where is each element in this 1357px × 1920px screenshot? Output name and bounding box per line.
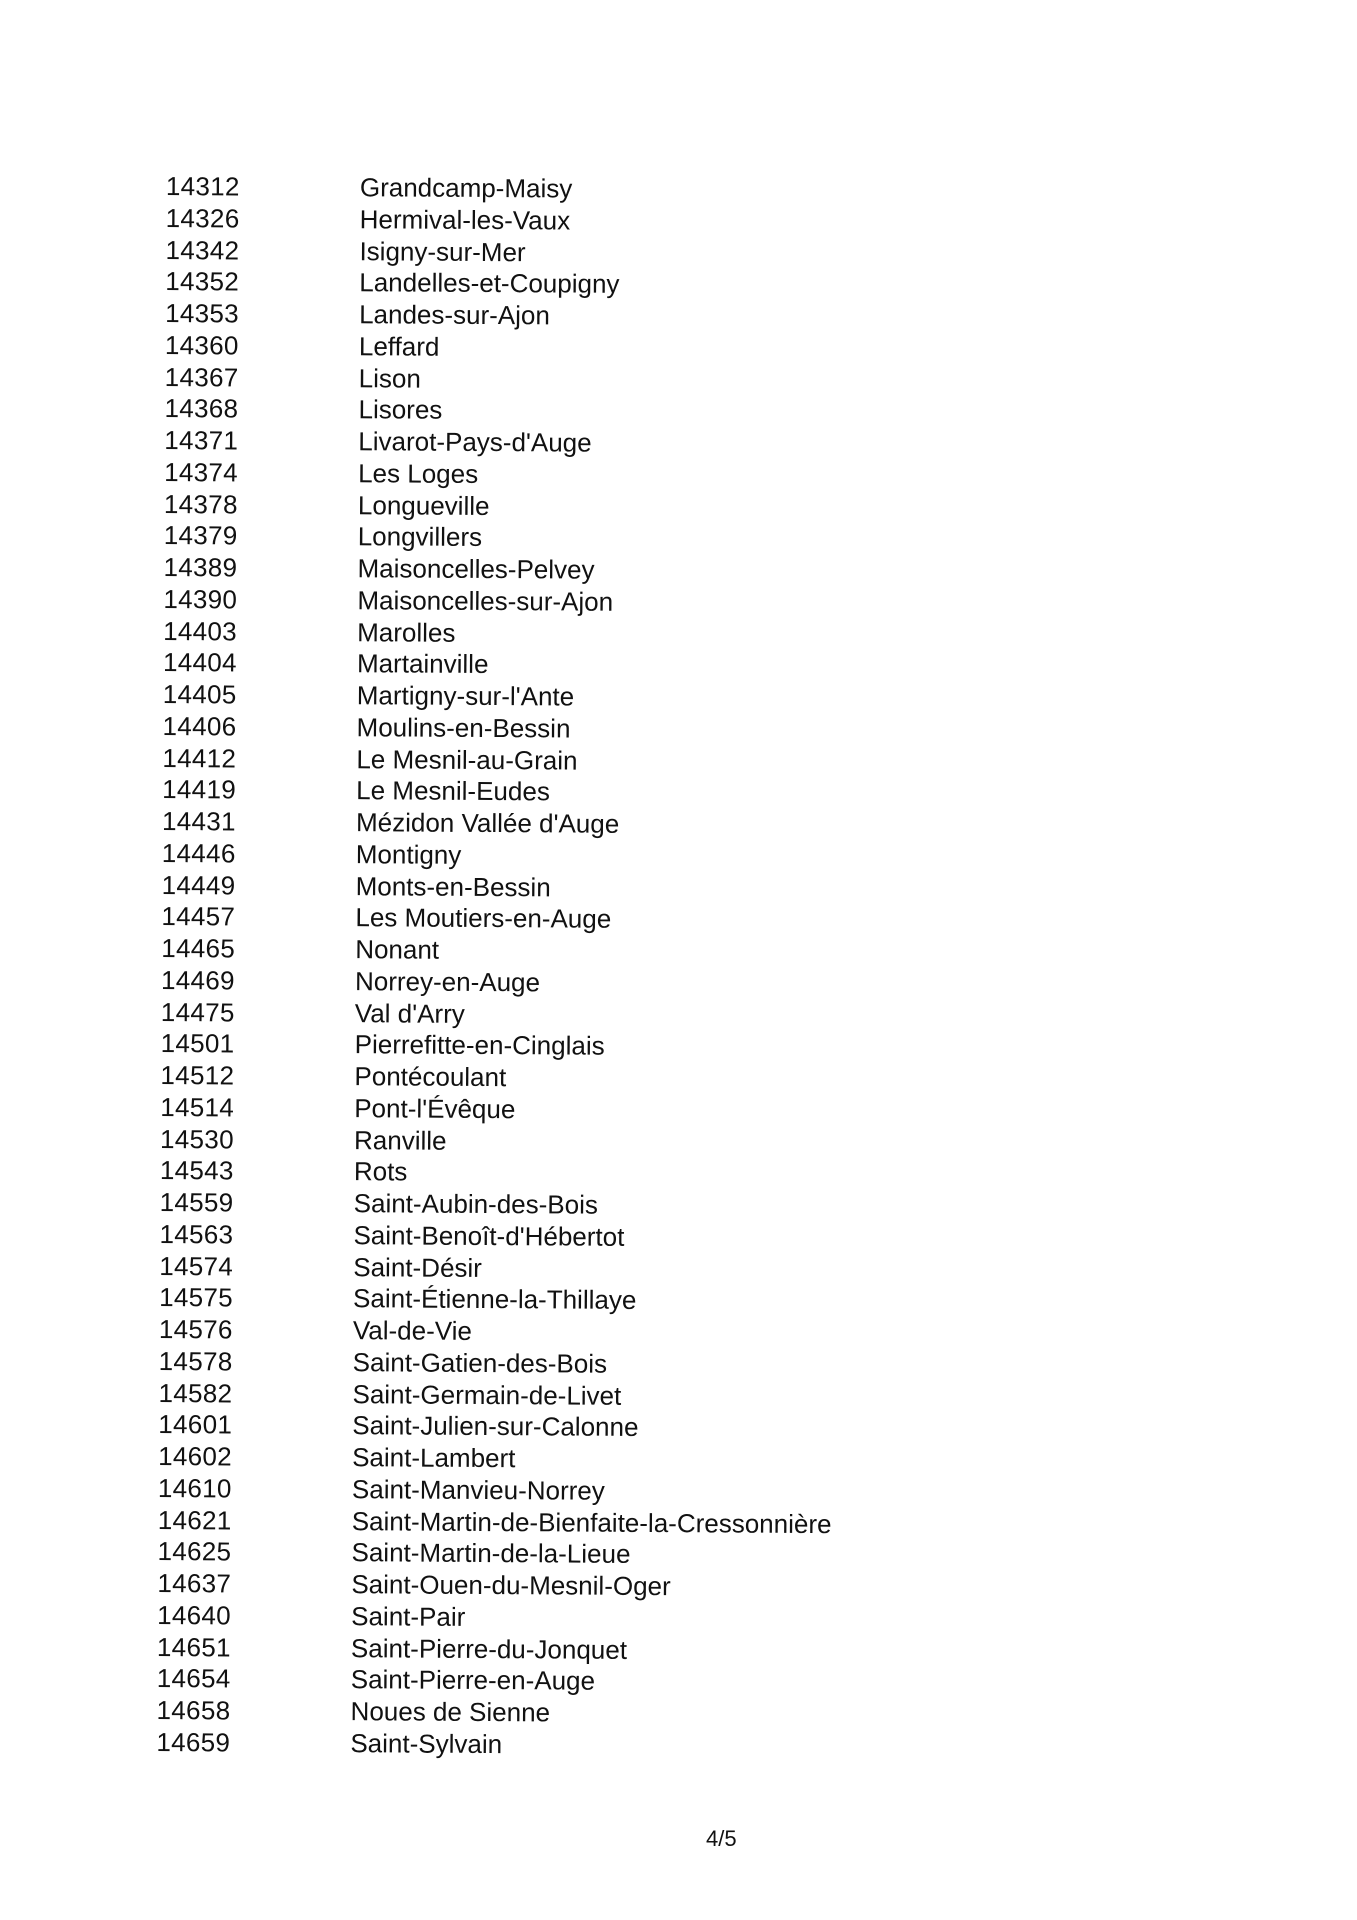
commune-name: Monts-en-Bessin — [355, 870, 551, 902]
commune-name: Saint-Aubin-des-Bois — [353, 1188, 599, 1220]
commune-name: Maisoncelles-sur-Ajon — [357, 584, 614, 617]
commune-code: 14367 — [164, 361, 239, 392]
commune-code: 14559 — [159, 1186, 234, 1218]
commune-code: 14312 — [165, 171, 240, 202]
commune-name: Pont-l'Évêque — [354, 1092, 516, 1124]
page-number: 4/5 — [706, 1826, 737, 1851]
commune-name: Saint-Martin-de-Bienfaite-la-Cressonnière — [351, 1505, 832, 1539]
commune-code: 14360 — [164, 329, 239, 361]
commune-name: Hermival-les-Vaux — [359, 203, 571, 236]
commune-name: Longvillers — [357, 521, 483, 553]
commune-name: Lison — [358, 362, 421, 394]
commune-name: Landelles-et-Coupigny — [359, 267, 620, 300]
commune-name: Le Mesnil-au-Grain — [356, 743, 578, 776]
commune-code: 14563 — [159, 1218, 234, 1250]
commune-name: Martigny-sur-l'Ante — [356, 680, 575, 712]
commune-name: Martainville — [356, 648, 489, 680]
commune-name: Montigny — [355, 838, 462, 870]
commune-code: 14379 — [163, 520, 238, 551]
commune-name: Maisoncelles-Pelvey — [357, 553, 595, 585]
commune-name: Ranville — [353, 1124, 447, 1156]
commune-name: Saint-Ouen-du-Mesnil-Oger — [351, 1569, 671, 1602]
commune-name: Marolles — [357, 616, 456, 648]
commune-code: 14378 — [163, 488, 238, 519]
commune-name: Saint-Pair — [351, 1600, 466, 1632]
commune-list — [0, 170, 1357, 1766]
commune-name: Saint-Gatien-des-Bois — [352, 1346, 608, 1379]
commune-name: Val-de-Vie — [352, 1315, 473, 1346]
commune-code: 14326 — [165, 202, 240, 234]
commune-code: 14404 — [162, 647, 237, 678]
commune-name: Saint-Sylvain — [350, 1727, 503, 1759]
commune-name: Saint-Pierre-en-Auge — [350, 1664, 596, 1696]
commune-code: 14403 — [163, 615, 238, 646]
commune-code: 14651 — [156, 1631, 231, 1662]
commune-name: Norrey-en-Auge — [354, 965, 541, 998]
commune-name: Saint-Pierre-du-Jonquet — [350, 1632, 628, 1665]
commune-code: 14469 — [160, 964, 235, 996]
commune-code: 14543 — [159, 1155, 234, 1186]
commune-name: Saint-Julien-sur-Calonne — [352, 1410, 639, 1443]
commune-code: 14352 — [165, 266, 240, 297]
commune-code: 14405 — [162, 679, 237, 710]
commune-code: 14582 — [158, 1377, 233, 1408]
commune-code: 14575 — [159, 1282, 234, 1313]
commune-code: 14446 — [161, 837, 236, 869]
commune-name: Isigny-sur-Mer — [359, 235, 526, 267]
commune-name: Grandcamp-Maisy — [359, 172, 573, 204]
commune-name: Les Moutiers-en-Auge — [355, 902, 612, 934]
commune-code: 14419 — [162, 774, 237, 805]
commune-name: Longueville — [357, 489, 490, 521]
commune-name: Landes-sur-Ajon — [359, 299, 550, 331]
commune-code: 14431 — [161, 806, 236, 837]
commune-code: 14610 — [157, 1472, 232, 1504]
commune-code: 14457 — [161, 901, 236, 932]
commune-code: 14601 — [158, 1409, 233, 1440]
commune-code: 14390 — [163, 583, 238, 615]
commune-code: 14342 — [165, 234, 240, 265]
commune-code: 14574 — [159, 1250, 234, 1281]
commune-name: Leffard — [358, 330, 440, 362]
commune-code: 14412 — [162, 742, 237, 773]
commune-code: 14621 — [157, 1504, 232, 1535]
commune-name: Saint-Étienne-la-Thillaye — [353, 1283, 637, 1316]
commune-name: Pierrefitte-en-Cinglais — [354, 1029, 605, 1061]
commune-code: 14640 — [157, 1599, 232, 1631]
commune-name: Le Mesnil-Eudes — [356, 775, 550, 807]
commune-code: 14449 — [161, 869, 236, 900]
commune-name: Pontécoulant — [354, 1061, 507, 1093]
commune-name: Saint-Germain-de-Livet — [352, 1378, 622, 1411]
commune-name: Mézidon Vallée d'Auge — [355, 807, 620, 839]
commune-code: 14602 — [158, 1440, 233, 1472]
commune-code: 14514 — [160, 1091, 235, 1123]
commune-name: Les Loges — [358, 457, 479, 489]
commune-code: 14406 — [162, 710, 237, 742]
commune-code: 14625 — [157, 1536, 232, 1567]
commune-code: 14659 — [156, 1726, 231, 1758]
commune-code: 14578 — [158, 1345, 233, 1377]
commune-code: 14374 — [164, 456, 239, 488]
commune-code: 14353 — [165, 298, 240, 329]
commune-name: Lisores — [358, 394, 443, 425]
commune-code: 14475 — [160, 996, 235, 1027]
commune-code: 14658 — [156, 1694, 231, 1726]
commune-name: Moulins-en-Bessin — [356, 711, 571, 744]
commune-code: 14389 — [163, 552, 238, 583]
commune-name: Saint-Martin-de-la-Lieue — [351, 1537, 631, 1570]
commune-code: 14530 — [159, 1123, 234, 1154]
commune-name: Saint-Benoît-d'Hébertot — [353, 1219, 625, 1252]
commune-name: Saint-Désir — [353, 1251, 482, 1283]
commune-name: Rots — [353, 1156, 408, 1187]
commune-name: Nonant — [355, 934, 440, 965]
commune-code: 14465 — [161, 932, 236, 964]
commune-code: 14501 — [160, 1028, 235, 1059]
commune-name: Val d'Arry — [354, 997, 465, 1029]
commune-name: Saint-Manvieu-Norrey — [351, 1473, 605, 1506]
commune-code: 14654 — [156, 1663, 231, 1694]
commune-name: Noues de Sienne — [350, 1696, 551, 1728]
commune-code: 14371 — [164, 425, 239, 456]
commune-code: 14637 — [157, 1567, 232, 1599]
commune-code: 14368 — [164, 393, 239, 424]
commune-name: Livarot-Pays-d'Auge — [358, 426, 592, 458]
commune-code: 14576 — [158, 1313, 233, 1345]
commune-name: Saint-Lambert — [352, 1442, 516, 1474]
commune-code: 14512 — [160, 1059, 235, 1091]
